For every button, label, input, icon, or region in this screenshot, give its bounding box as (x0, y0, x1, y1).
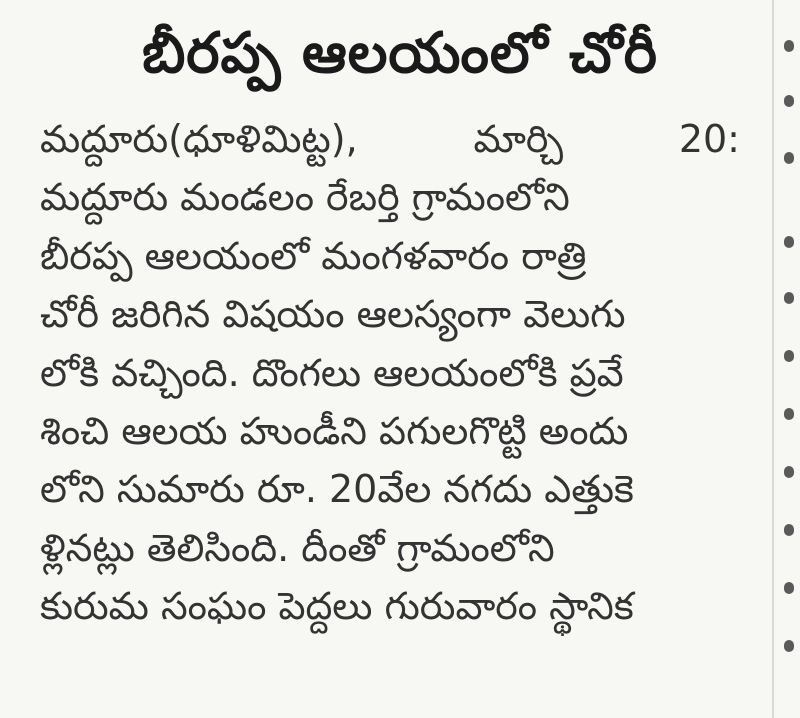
dateline-line (40, 110, 740, 168)
body-line-2: మద్దూరు మండలం రేబర్తి గ్రామంలోని (40, 175, 570, 220)
body-line-3: బీరప్ప ఆలయంలో మంగళవారం రాత్రి (40, 233, 587, 278)
adjacent-column-fragment (778, 0, 800, 718)
body-line-5: లోకి వచ్చింది. దొంగలు ఆలయంలోకి ప్రవే (40, 350, 624, 395)
column-divider (772, 0, 774, 718)
body-line-7: లోని సుమారు రూ. 20వేల నగదు ఎత్తుకె (40, 467, 634, 512)
body-line-9: కురుమ సంఘం పెద్దలు గురువారం స్థానిక (40, 584, 634, 629)
dateline-place: మద్దూరు(ధూళిమిట్ట), (40, 117, 358, 161)
body-line-4: చోరీ జరిగిన విషయం ఆలస్యంగా వెలుగు (40, 292, 626, 337)
dateline-month: మార్చి (473, 117, 564, 161)
body-line-8: ళ్లినట్లు తెలిసింది. దీంతో గ్రామంలోని (40, 525, 555, 570)
previous-article-fragment (92, 0, 712, 10)
body-line-6: శించి ఆలయ హుండీని పగులగొట్టి అందు (40, 408, 629, 453)
dateline-day: 20: (678, 117, 740, 161)
article-body (40, 110, 740, 636)
article-headline: బీరప్ప ఆలయంలో చోరీ (142, 21, 658, 86)
